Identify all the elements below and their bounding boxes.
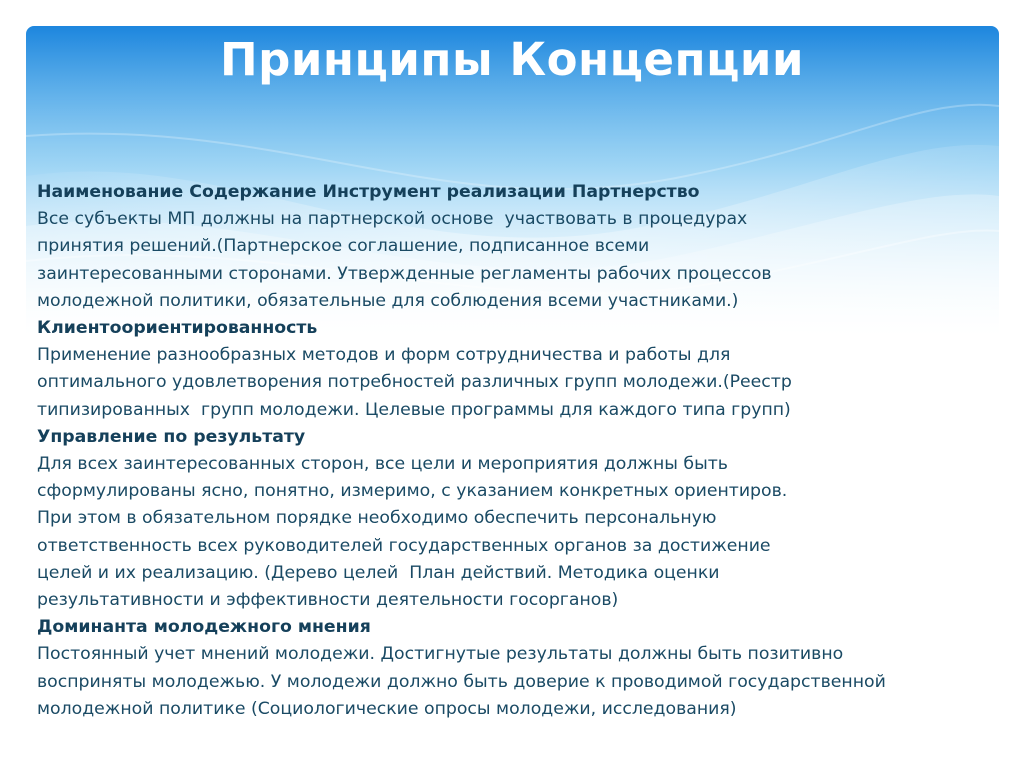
principle-heading-results-management: Управление по результату [37,426,306,447]
principle-heading-youth-opinion: Доминанта молодежного мнения [37,617,371,638]
principle-text-line: сформулированы ясно, понятно, измеримо, с указанием конкретных ориентиров. [37,481,788,502]
principle-text-line: результативности и эффективности деятельности госорганов) [37,590,619,611]
principle-heading-client-orientation: Клиентоориентированность [37,318,318,339]
principle-text-line: оптимального удовлетворения потребностей различных групп молодежи.(Реестр [37,372,792,393]
page-title: Принципы Концепции [219,33,804,86]
principles-list [37,179,997,723]
principle-text-line: При этом в обязательном порядке необходимо обеспечить персональную [37,508,717,529]
principle-text-line: заинтересованными сторонами. Утвержденные регламенты рабочих процессов [37,263,772,284]
principle-text-line: молодежной политики, обязательные для соблюдения всеми участниками.) [37,290,739,311]
principle-text-line: ответственность всех руководителей государственных органов за достижение [37,535,771,556]
principle-text-line: типизированных групп молодежи. Целевые программы для каждого типа групп) [37,399,791,420]
principle-heading-partnership: Наименование Содержание Инструмент реализации Партнерство [37,182,700,202]
principle-text-line: молодежной политике (Социологические опросы молодежи, исследования) [37,698,737,719]
principle-text-line: Применение разнообразных методов и форм сотрудничества и работы для [37,345,731,366]
principle-text-line: целей и их реализацию. (Дерево целей План действий. Методика оценки [37,562,720,583]
principle-text-line: Все субъекты МП должны на партнерской основе участвовать в процедурах [37,209,748,230]
principle-text-line: Для всех заинтересованных сторон, все цели и мероприятия должны быть [37,454,728,475]
principle-text-line: принятия решений.(Партнерское соглашение, подписанное всеми [37,236,650,257]
principle-text-line: восприняты молодежью. У молодежи должно быть доверие к проводимой государственной [37,671,886,692]
principle-text-line: Постоянный учет мнений молодежи. Достигнутые результаты должны быть позитивно [37,644,844,665]
